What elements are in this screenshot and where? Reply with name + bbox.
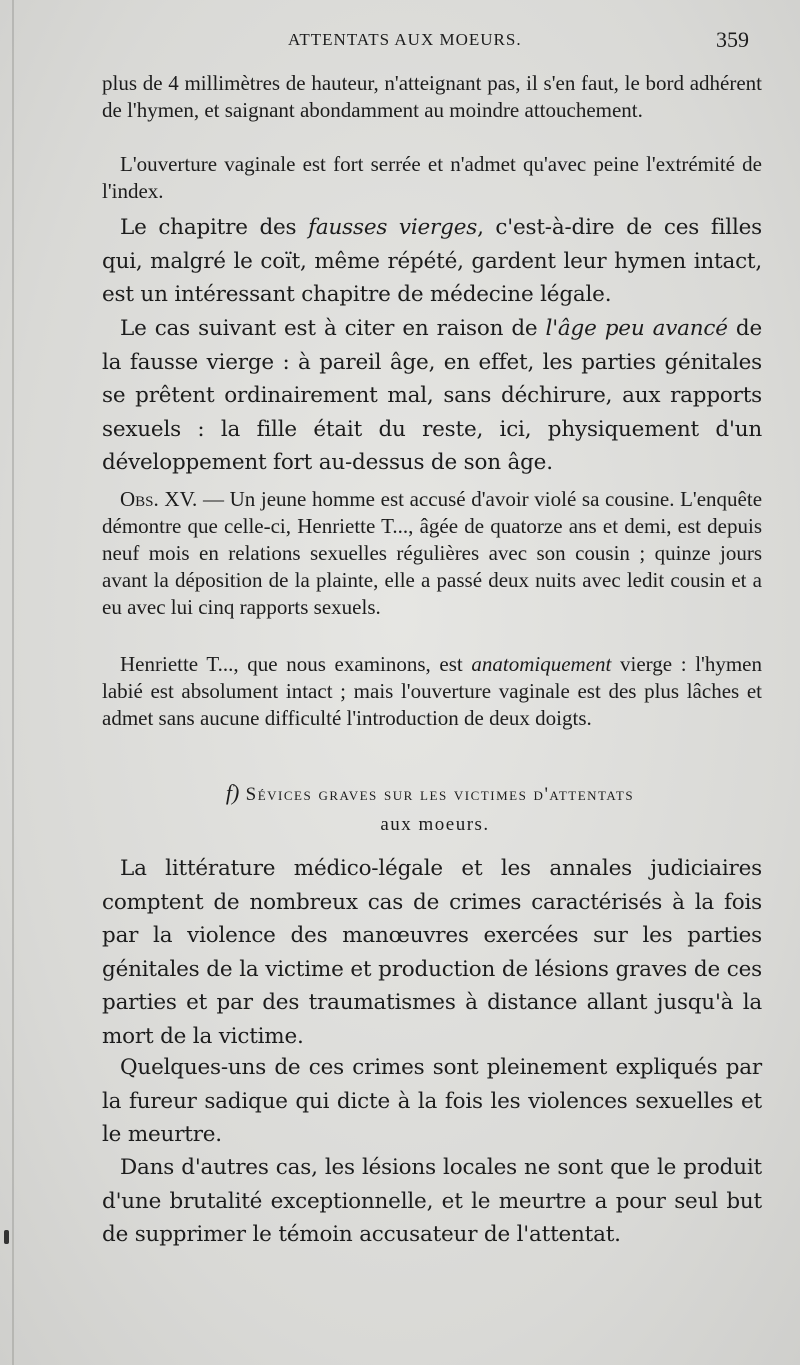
paragraph-fureur-sadique bbox=[102, 1051, 762, 1152]
section-title-line2: aux moeurs. bbox=[380, 814, 490, 835]
paragraph-text: La littérature médico-légale et les annales judiciaires comptent de nombreux cas de crimes caractérisés à la fois par la violence des manœuvres exercées sur les parties génitales de la victime et production de lésions graves de ces parties et par des traumatismes à distance allant jusqu'à la mort de la victime. bbox=[102, 856, 762, 1049]
page-gutter bbox=[12, 0, 14, 1365]
observation-label: Obs bbox=[120, 487, 154, 511]
paragraph-text: , c'est-à-dire de ces filles qui, malgré le coït, même répété, gardent leur hymen intact, est un intéressant chapitre de médecine légale. bbox=[102, 215, 763, 307]
paragraph-text: Le cas suivant est à citer en raison de bbox=[120, 316, 546, 341]
paragraph-text: plus de 4 millimètres de hauteur, n'atteignant pas, il s'en faut, le bord adhérent de l'hymen, et saignant abondamment au moindre attouchement. bbox=[102, 71, 762, 122]
paragraph-litterature bbox=[102, 852, 762, 1053]
paragraph-fausses-vierges bbox=[102, 211, 762, 312]
paragraph-vaginal-opening bbox=[102, 151, 762, 205]
paragraph-text: — Un jeune homme est accusé d'avoir violé sa cousine. L'enquête démontre que celle-ci, Henriette T..., âgée de quatorze ans et demi, est depuis neuf mois en relations sexuelles régulières avec son cousin ; quinze jours avant la déposition de la plainte, elle a passé deux nuits avec ledit cousin et a eu avec lui cinq rapports sexuels. bbox=[102, 487, 763, 619]
italic-term: l'âge peu avancé bbox=[545, 316, 728, 341]
observation-xv bbox=[102, 486, 762, 621]
margin-ink-mark bbox=[4, 1230, 9, 1244]
running-head bbox=[0, 27, 800, 56]
paragraph-text: Le chapitre des bbox=[120, 215, 309, 240]
page-number: 359 bbox=[716, 27, 749, 52]
paragraph-age-peu-avance bbox=[102, 312, 762, 480]
paragraph-henriette bbox=[102, 651, 762, 732]
paragraph-text: vierge : l'hymen labié est absolument intact ; mais l'ouverture vaginale est des plus lâches et admet sans aucune difficulté l'introduction de deux doigts. bbox=[102, 652, 762, 730]
section-letter: f) bbox=[225, 780, 240, 805]
observation-number: . XV. bbox=[153, 487, 198, 511]
italic-term: anatomiquement bbox=[471, 652, 612, 676]
paragraph-brutalite bbox=[102, 1151, 762, 1252]
paragraph-text: Dans d'autres cas, les lésions locales ne sont que le produit d'une brutalité exceptionnelle, et le meurtre a pour seul but de supprimer le témoin accusateur de l'attentat. bbox=[102, 1155, 762, 1247]
paragraph-continuation bbox=[102, 70, 762, 124]
running-title: ATTENTATS AUX MOEURS. bbox=[288, 30, 522, 49]
italic-term: fausses vierges bbox=[308, 215, 478, 240]
paragraph-text: L'ouverture vaginale est fort serrée et n'admet qu'avec peine l'extrémité de l'index. bbox=[102, 152, 762, 203]
paragraph-text: Henriette T..., que nous examinons, est bbox=[120, 652, 472, 676]
paragraph-text: Quelques-uns de ces crimes sont pleinement expliqués par la fureur sadique qui dicte à la fois les violences sexuelles et le meurtre. bbox=[102, 1055, 762, 1147]
section-heading bbox=[100, 778, 760, 840]
section-title-line1: Sévices graves sur les victimes d'attentats bbox=[245, 784, 635, 805]
paragraph-text: de la fausse vierge : à pareil âge, en effet, les parties génitales se prêtent ordinairement mal, sans déchirure, aux rapports sexuels : la fille était du reste, ici, physiquement d'un développement fort au-dessus de son âge. bbox=[102, 316, 762, 475]
